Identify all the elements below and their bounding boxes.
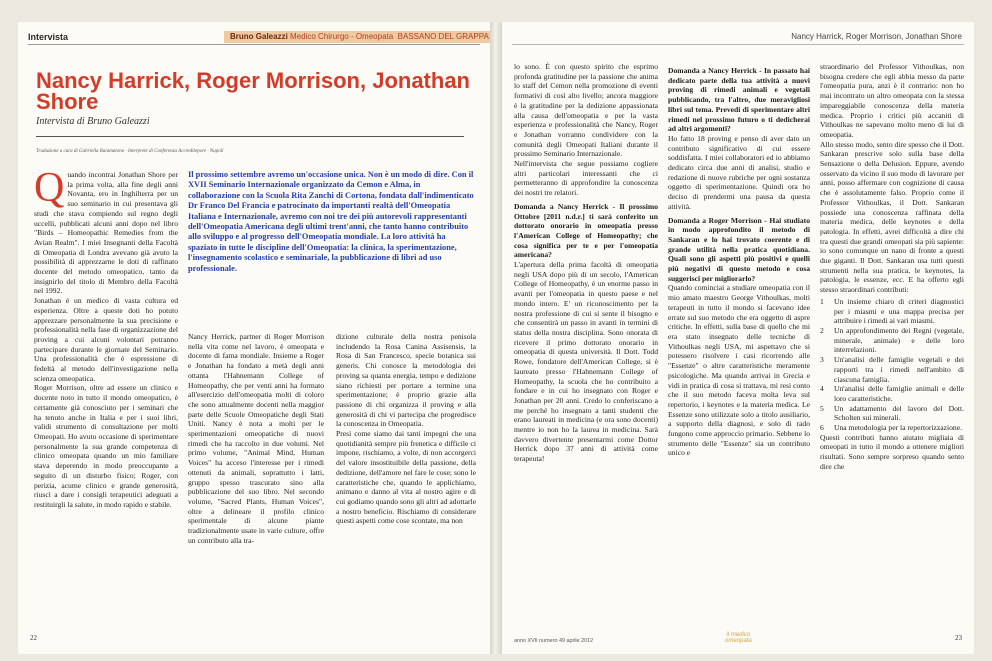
drop-cap: Q	[34, 170, 65, 211]
right-page	[502, 22, 974, 654]
left-running-header	[18, 32, 490, 45]
right-running-header: Nancy Harrick, Roger Morrison, Jonathan Shore	[791, 32, 962, 41]
answer-1: L'apertura della prima facoltà di omeopatia negli USA dopo più di un secolo, l'American College of Homeopathy, è un enorme passo in avanti per l'omeopatia in questo paese e nel mondo intero. E' un riconoscimento per la nostra professione di cui si sente il bisogno e che consentirà un passo in avanti in termini di status della nostra disciplina. Sono onorata di ricevere il primo dottorato onorario in omeopatia di questa università. Il Dott. Todd Rowe, fondatore dell'American College, si è laureato presso l'Hahnemann College of Homeopathy, la scuola che ho contribuito a fondare e in cui ho insegnato con Roger e Jonathan per 20 anni. Credo lo conferiscano a me perché ho insegnato a tanti studenti che erano laureati in medicina (e ora sono docenti) mentre io non ho la laurea in medicina. Sarà davvero divertente presentarmi come Dottor Herrick dopo 37 anni di attività come terapeuta!	[514, 260, 658, 464]
left-page	[18, 22, 490, 654]
translation-note: Traduzione a cura di Gabriella Baiamatono · Interprete di Conferenza Accreditepore · Napoli	[36, 149, 224, 154]
right-column-1	[514, 62, 658, 622]
right-column-3	[820, 62, 964, 622]
paragraph-sankaran: Allo stesso modo, sento dire spesso che il Dott. Sankaran prescrive solo sulla base della Sensazione o della Delusion. Eppure, avendo osservato da vicino il suo modo di lavorare per anni, posso affermare con cognizione di causa che è assolutamente falso. Proprio come il Professor Vithoulkas, il Dott. Sankaran possiede una conoscenza raffinata della materia medica, delle keynotes e della patologia. In effetti, avrei difficoltà a dire chi tra questi due grandi omeopati sia più sapiente: io sono comunque un nano di fronte a questi due giganti. Il Dott. Sankaran usa tutti questi strumenti nella sua pratica, le keynotes, la patologia, le essenze, ecc. E ha offerto egli stesso straordinari contributi:	[820, 139, 964, 295]
author-tag-place: BASSANO DEL GRAPPA	[397, 32, 489, 41]
paragraph-passion: Presi come siamo dai tanti impegni che una quotidianità sempre più frenetica e difficile ci impone, rischiamo, a volte, di non accorgerci del valore insostituibile della passione, della dedizione, dell'amore nel fare le cose; sono le caratteristiche che, quando le applichiamo, animano e danno al vita al nostro agire e di cui godiamo quando sono gli altri ad adottarle a nostro beneficio. Rischiamo di considerare questi aspetti come cose scontate, ma non	[336, 429, 476, 526]
paragraph-results: Questi contributi hanno aiutato migliaia di omeopati in tutto il mondo a ottenere migliori risultati. Sono sempre sorpreso quando sento dire che	[820, 432, 964, 471]
logo-line-2: omeopata	[725, 638, 752, 644]
section-label: Intervista	[28, 32, 69, 42]
author-tag	[224, 31, 490, 43]
page-number-right: 23	[955, 634, 962, 642]
list-item: 2 Un approfondimento dei Regni (vegetale, minerale, animale) e delle loro interrelazioni.	[820, 325, 964, 355]
intro-text: uando incontrai Jonathan Shore per la prima volta, alla fine degli anni Novanta, ero in Inghilterra per un suo seminario in cui presentava gli studi che stava compiendo sul regno degli uccelli, pubblicati alcuni anni dopo nel libro "Birds – Homeopathic Remedies from the Avian Realm". I miei Insegnanti della Facoltà di Omeopatia di Londra avevano già avuto la possibilità di apprezzarne le doti di raffinato docente del metodo omeopatico, tanto da insignirlo del titolo di Membro della Facoltà nel 1992.	[34, 170, 178, 296]
paragraph-vithoulkas: straordinario del Professor Vithoulkas, non bisogna credere che egli abbia messo da parte l'omeopatia pura, anzi è il contrario: non ho mai incontrato un altro omeopata con la stessa impareggiabile conoscenza della materia medica. Proprio i critici più accaniti di Vithoulkas ne sapevano molto meno di lui di omeopatia.	[820, 62, 964, 139]
paragraph-gratitude: lo sono. È con questo spirito che esprimo profonda gratitudine per la passione che anima lo staff del Cemon nella promozione di eventi formativi di così alto livello; ancora maggiore è la gratitudine per la dedizione appassionata alla causa dell'omeopatia e per la vasta esperienza e professionalità che Nancy, Roger e Jonathan vorranno condividere con la comunità degli Omeopati Italiani durante il prossimo Seminario Internazionale.	[514, 62, 658, 159]
right-header-rule	[512, 44, 964, 45]
paragraph-shore: Jonathan è un medico di vasta cultura ed esperienza. Oltre a queste doti ho potuto apprezzare personalmente la sua precisione e professionalità nella fase di organizzazione del proving a cui alcuni volontari potranno partecipare durante le giornate del Seminario. Una professionalità che è espressione di fedeltà al metodo dell'investigazione nella scienza omeopatica.	[34, 296, 178, 383]
left-column-2	[188, 332, 324, 640]
byline-rule	[36, 136, 464, 137]
magazine-logo	[725, 632, 752, 644]
lead-paragraph: Il prossimo settembre avremo un'occasione unica. Non è un modo di dire. Con il XVII Seminario Internazionale organizzato da Cemon e Alma, in collaborazione con la Scuola Rita Zanchi di Cortona, fondata dall'indimenticato Dr Franco Del Francia e patrocinato da importanti realtà dell'Omeopatia Italiana e Internazionale, avremo con noi tre dei più autorevoli rappresentanti dell'Omeopatia Americana degli ultimi trent'anni, che tanto hanno contribuito allo sviluppo e al progresso dell'Omeopatia mondiale. La loro attività ha spaziato in tutte le discipline dell'Omeopatia: la clinica, la sperimentazione, l'insegnamento scolastico e seminariale, la pubblicazione di libri ad uso professionale.	[188, 170, 474, 273]
issue-footer: anno XVII numero 49 aprile 2012	[514, 638, 594, 644]
author-tag-name: Bruno Galeazzi	[230, 32, 288, 41]
right-column-2	[668, 62, 810, 622]
logo-line-1: il medico	[726, 632, 751, 638]
list-item: 1 Un insieme chiaro di criteri diagnostici per i miasmi e una mappa precisa per attribuire i rimedi ai vari miasmi.	[820, 296, 964, 326]
article-subtitle: Intervista di Bruno Galeazzi	[36, 116, 150, 127]
left-column-3	[336, 332, 476, 640]
left-column-1	[34, 170, 178, 640]
spine-gutter	[490, 22, 502, 654]
paragraph-morrison: Roger Morrison, oltre ad essere un clinico e docente noto in tutto il mondo omeopatico, è certamente già conosciuto per i seminari che ha tenuto anche in Italia e per i suoi libri, validi strumento di consultazione per molti Omeopati. Ho avuto occasione di sperimentare personalmente la sua grande competenza di clinico omeopata quando un mio familiare stava deperendo in modo preoccupante a seguito di un disturbo fisico; Roger, con perizia, acume clinico e grande generosità, riuscì a dare i consigli terapeutici adeguati a restituirgli la salute, in modo rapido e stabile.	[34, 383, 178, 509]
list-item: 5 Un adattamento del lavoro del Dott. Scholten sui minerali.	[820, 403, 964, 423]
paragraph-tradition: dizione culturale della nostra penisola includendo la Rosa Canina Assisensis, la Rosa di San Francesco, specie botanica sui generis. Chi conosce la metodologia dei proving sa quanta energia, tempo e dedizione siano richiesti per portare a termine una sperimentazione; è proprio grazie alla passione di chi organizza il proving e alla generosità di chi vi partecipa che progredisce la conoscenza in Omeopatia.	[336, 332, 476, 429]
question-3: Domanda a Roger Morrison - Hai studiato in modo approfondito il metodo di Sankaran e lo hai trovato coerente e di grande utilità nella pratica quotidiana. Quali sono gli aspetti più positivi e quelli più negativi di questo metodo e cosa suggerisci per migliorarlo?	[668, 215, 810, 283]
author-tag-role: Medico Chirurgo - Omeopata	[290, 32, 394, 41]
answer-2: Ho fatto 18 proving e penso di aver dato un contributo significativo di cui essere soddisfatta. I miei collaboratori ed io abbiamo dedicato circa due anni di analisi, studio e redazione di nuove rubriche per ogni sostanza oggetto di sperimentazione. Quindi ora ho deciso di prendermi una pausa da questa attività.	[668, 133, 810, 211]
question-2: Domanda a Nancy Herrick - In passato hai dedicato parte della tua attività a nuovi proving di rimedi animali e vegetali pubblicando, tra l'altro, due meravigliosi libri sul tema. Prevedi di sperimentare altri rimedi nel prossimo futuro o ti dedicherai ad altri argomenti?	[668, 66, 810, 134]
list-item: 3 Un'analisi delle famiglie vegetali e dei rapporti tra i rimedi nell'ambito di ciascuna famiglia.	[820, 355, 964, 384]
contributions-list	[820, 297, 964, 433]
paragraph-interview-intro: Nell'intervista che segue possiamo cogliere altri particolari interessanti che ci permetteranno di approfondire la conoscenza dei nostri tre relatori.	[514, 159, 658, 198]
intro-paragraph	[34, 170, 178, 296]
header-rule	[28, 44, 480, 45]
page-number-left: 22	[30, 634, 37, 642]
question-1: Domanda a Nancy Herrick - Il prossimo Ottobre [2011 n.d.r.] ti sarà conferito un dottorato onorario in omeopatia presso l'American College of Homeopathy; che cosa significa per te e per l'omeopatia americana?	[514, 201, 658, 260]
list-item: 6 Una metodologia per la repertorizzazione.	[820, 423, 962, 433]
article-title: Nancy Harrick, Roger Morrison, Jonathan Shore	[36, 68, 470, 114]
list-item: 4 Un'analisi delle famiglie animali e delle loro caratteristiche.	[820, 384, 964, 403]
answer-3: Quando cominciai a studiare omeopatia con il mio amato maestro George Vithoulkas, molti terapeuti in tutto il mondo si facevano idee errate sul suo metodo che era oggetto di aspre critiche. In effetti, sulla base di quello che mi era stato insegnato delle tecniche di Vithoulkas negli USA, mi aspettavo che si potessero risolvere i casi ricorrendo alle "Essenze" o altre caratteristiche meramente psicologiche. Ma quando arrivai in Grecia e vidi in pratica di cosa si trattava, mi resi conto che il suo metodo faceva molta leva sul repertorio, i keynotes e la materia medica. Le Essenze sono utilizzate solo a titolo ausiliario, a supporto della diagnosi, e solo di rado fungono come approccio primario. Sebbene lo strumento delle "Essenze" sia un contributo unico e	[668, 283, 810, 458]
paragraph-herrick: Nancy Herrick, partner di Roger Morrison nella vita come nel lavoro, è omeopata e docente di fama mondiale. Insieme a Roger e Jonathan ha fondato a metà degli anni ottanta l'Hahnemann College of Homeopathy, che per venti anni ha formato all'esercizio dell'omeopatia molti di coloro che sono attualmente docenti nella maggior parte delle Scuole Omeopatiche degli Stati Uniti. Nancy è nota a molti per le sperimentazioni omeopatiche di nuovi rimedi che ha raccolto in due volumi. Nel primo volume, "Animal Mind, Human Voices" ha acceso l'interesse per i rimedi ottenuti da animali, soprattutto i latti, gruppo spesso trascurato sino alla pubblicazione del suo libro. Nel secondo volume, "Sacred Plants, Human Voices", oltre a delineare il profilo clinico sperimentale di alcune piante tradizionalmente usate in varie culture, offre un contributo alla tra-	[188, 332, 324, 545]
